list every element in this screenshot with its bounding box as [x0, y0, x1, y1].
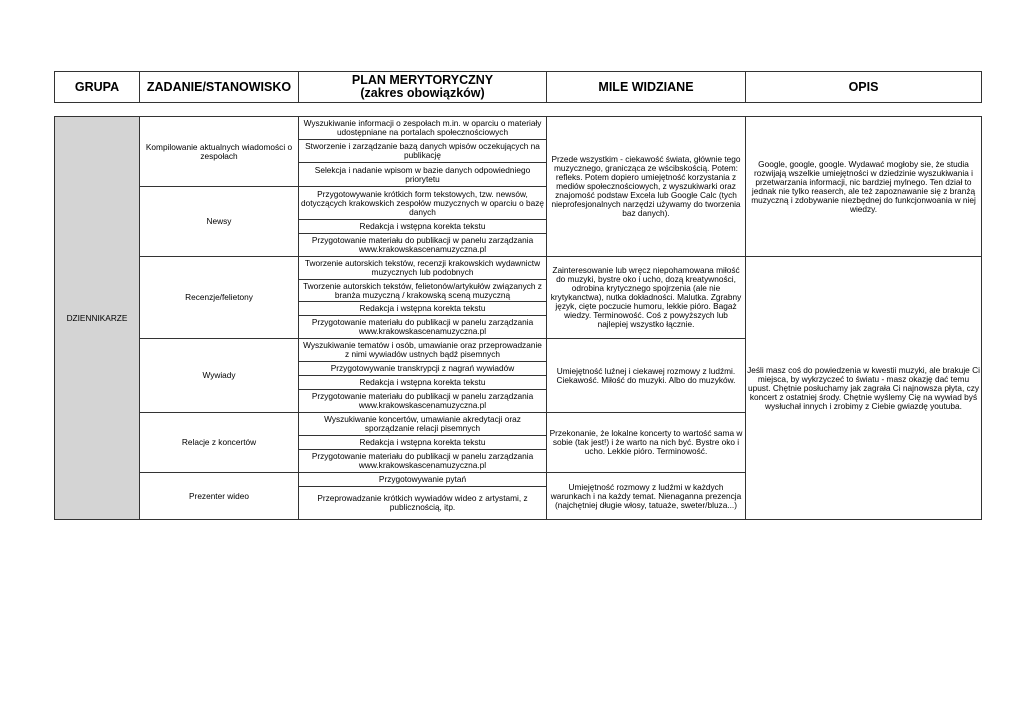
- position-recenzje: Recenzje/felietony: [140, 257, 299, 339]
- mile-wywiady: Umiejętność luźnej i ciekawej rozmowy z ludźmi. Ciekawość. Miłość do muzyki. Albo do muzyków.: [547, 339, 746, 413]
- task-cell: Wyszukiwanie tematów i osób, umawianie oraz przeprowadzanie z nimi wywiadów ustnych bądź pisemnych: [299, 339, 547, 362]
- header-opis: OPIS: [746, 72, 982, 103]
- header-row: [55, 72, 982, 103]
- header-plan: PLAN MERYTORYCZNY (zakres obowiązków): [299, 72, 547, 103]
- task-cell: Selekcja i nadanie wpisom w bazie danych odpowiedniego priorytetu: [299, 163, 547, 187]
- header-grupa: GRUPA: [55, 72, 140, 103]
- task-cell: Tworzenie autorskich tekstów, felietonów/artykułów związanych z branża muzyczną / krakowską sceną muzyczną: [299, 280, 547, 302]
- position-kompilowanie: Kompilowanie aktualnych wiadomości o zespołach: [140, 117, 299, 187]
- task-cell: Przygotowanie materiału do publikacji w panelu zarządzania www.krakowskascenamuzyczna.pl: [299, 450, 547, 473]
- task-cell: Przygotowywanie krótkich form tekstowych, tzw. newsów, dotyczących krakowskich zespołów muzycznych w oparciu o bazę danych: [299, 187, 547, 220]
- header-zadanie: ZADANIE/STANOWISKO: [140, 72, 299, 103]
- opis-bottom: Jeśli masz coś do powiedzenia w kwestii muzyki, ale brakuje Ci miejsca, by wykrzyczeć to światu - masz okazję dać temu upust. Chętnie posłuchamy jak zagrała Ci najnowsza płyta, czy koncert z ostatniej środy. Chętnie wyślemy Cię na wywiad byś wysłuchał innych i zrobimy z Ciebie gwiazdę youtuba.: [746, 257, 982, 520]
- task-cell: Przygotowanie materiału do publikacji w panelu zarządzania www.krakowskascenamuzyczna.pl: [299, 390, 547, 413]
- opis-top: Google, google, google. Wydawać mogłoby sie, że studia rozwijają wszelkie umiejętności w dziedzinie wyszukiwania i przetwarzania informacji, nic bardziej mylnego. Ten dział to jednak nie tylko reaserch, ale też zapoznawanie się z branżą muzyczną i zdobywanie niezbędnej do funkcjonwoania w niej wiedzy.: [746, 117, 982, 257]
- mile-kompilowanie-newsy: Przede wszystkim - ciekawość świata, głównie tego muzycznego, granicząca ze wścibskością. Potem: refleks. Potem dopiero umiejętność korzystania z mediów społecznościowych, z wyszukiwarki oraz znajomość podstaw Excela lub Google Calc (tych nieprofesjonalnych narzędzi używamy do tworzenia baz danych).: [547, 117, 746, 257]
- table-row: [55, 117, 982, 140]
- task-cell: Tworzenie autorskich tekstów, recenzji krakowskich wydawnictw muzycznych lub podobnych: [299, 257, 547, 280]
- task-cell: Przeprowadzanie krótkich wywiadów wideo z artystami, z publicznością, itp.: [299, 487, 547, 520]
- position-prezenter: Prezenter wideo: [140, 473, 299, 520]
- task-cell: Przygotowywanie transkrypcji z nagrań wywiadów: [299, 362, 547, 376]
- position-wywiady: Wywiady: [140, 339, 299, 413]
- group-cell: DZIENNIKARZE: [55, 117, 140, 520]
- mile-recenzje: Zainteresowanie lub wręcz niepohamowana miłość do muzyki, bystre oko i ucho, dozą kreatywności, odrobina krytycznego spojrzenia (ale nie krytykanctwa), nutka dokładności. Malutka. Zgrabny język, cięte poczucie humoru, lekkie pióro. Bagaż wiedzy. Terminowość. Coś z powyższych lub najlepiej wszystko łącznie.: [547, 257, 746, 339]
- task-cell: Redakcja i wstępna korekta tekstu: [299, 376, 547, 390]
- task-cell: Wyszukiwanie koncertów, umawianie akredytacji oraz sporządzanie relacji pisemnych: [299, 413, 547, 436]
- position-newsy: Newsy: [140, 187, 299, 257]
- task-cell: Redakcja i wstępna korekta tekstu: [299, 302, 547, 316]
- table-row: [55, 257, 982, 280]
- task-cell: Przygotowywanie pytań: [299, 473, 547, 487]
- task-cell: Stworzenie i zarządzanie bazą danych wpisów oczekujących na publikację: [299, 140, 547, 163]
- position-relacje: Relacje z koncertów: [140, 413, 299, 473]
- mile-prezenter: Umiejętność rozmowy z ludźmi w każdych warunkach i na każdy temat. Nienaganna prezencja (najchętniej długie włosy, tatuaże, sweter/bluza...): [547, 473, 746, 520]
- duties-table: [54, 116, 982, 520]
- task-cell: Wyszukiwanie informacji o zespołach m.in. w oparciu o materiały udostępniane na portalach społecznościowych: [299, 117, 547, 140]
- mile-relacje: Przekonanie, że lokalne koncerty to wartość sama w sobie (tak jest!) i że warto na nich być. Bystre oko i ucho. Lekkie pióro. Terminowość.: [547, 413, 746, 473]
- task-cell: Redakcja i wstępna korekta tekstu: [299, 436, 547, 450]
- task-cell: Redakcja i wstępna korekta tekstu: [299, 220, 547, 234]
- header-mile: MILE WIDZIANE: [547, 72, 746, 103]
- task-cell: Przygotowanie materiału do publikacji w panelu zarządzania www.krakowskascenamuzyczna.pl: [299, 234, 547, 257]
- task-cell: Przygotowanie materiału do publikacji w panelu zarządzania www.krakowskascenamuzyczna.pl: [299, 316, 547, 339]
- header-table: [54, 71, 982, 103]
